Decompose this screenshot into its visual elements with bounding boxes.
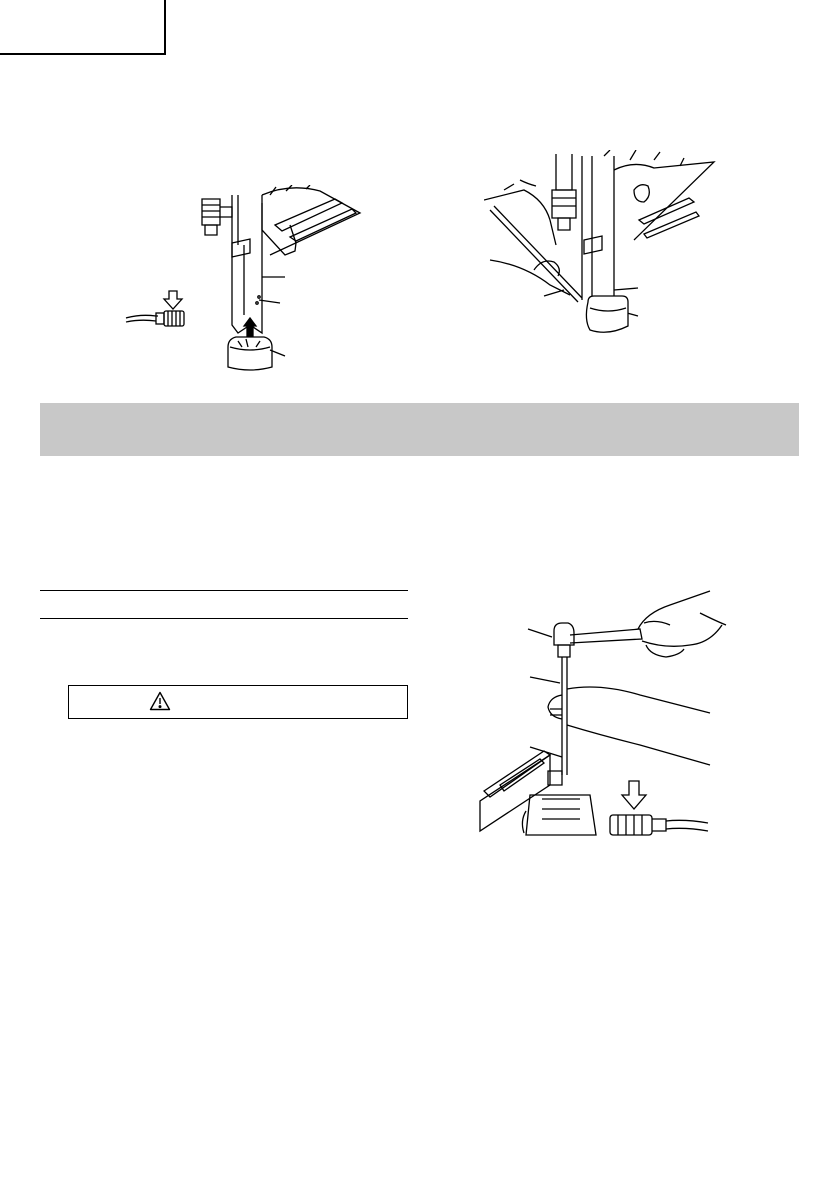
down-arrow-icon — [622, 781, 646, 809]
nose-cap-illustration — [586, 296, 628, 332]
hammer-illustration — [528, 623, 642, 657]
screwdriver-illustration — [490, 206, 582, 302]
air-coupler-illustration — [610, 815, 708, 835]
nose-cap-illustration — [228, 337, 285, 370]
hand-illustration — [484, 180, 570, 295]
hand-illustration — [638, 591, 726, 657]
heading-rule-top — [40, 590, 408, 591]
air-coupler-illustration — [126, 311, 184, 326]
figure-remove-nose-cap — [484, 150, 734, 350]
heading-rule-bottom — [40, 618, 408, 619]
figure-clear-jam — [470, 585, 730, 840]
section-banner — [40, 403, 799, 456]
nailer-nose-illustration — [552, 150, 714, 316]
warning-box — [68, 685, 408, 719]
down-arrow-icon — [164, 291, 182, 309]
nailer-body-illustration — [480, 747, 596, 835]
nailer-nose-illustration — [202, 185, 360, 333]
warning-triangle-icon — [149, 691, 171, 716]
language-tab — [0, 0, 166, 55]
hand-illustration — [548, 687, 710, 765]
figure-install-nose-cap — [120, 185, 380, 380]
